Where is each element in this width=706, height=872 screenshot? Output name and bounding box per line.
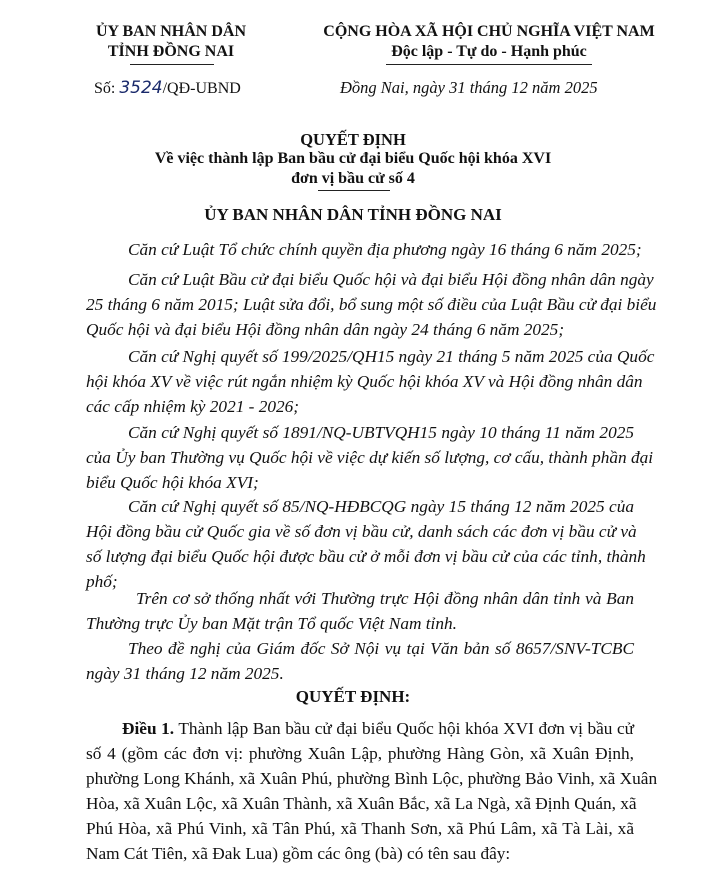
article-line: Nam Cát Tiên, xã Đak Lua) gồm các ông (bà) có tên sau đây: [86, 844, 511, 863]
preamble-line: Trên cơ sở thống nhất với Thường trực Hội đồng nhân dân tỉnh và Ban [136, 589, 634, 608]
preamble-line: Căn cứ Nghị quyết số 1891/NQ-UBTVQH15 ngày 10 tháng 11 năm 2025 [128, 423, 634, 442]
place-date: Đồng Nai, ngày 31 tháng 12 năm 2025 [340, 78, 598, 97]
preamble-line: Theo đề nghị của Giám đốc Sở Nội vụ tại Văn bản số 8657/SNV-TCBC [128, 639, 634, 658]
preamble-6 [86, 586, 634, 636]
preamble-7 [86, 636, 634, 686]
preamble-4 [86, 420, 654, 495]
national-motto [302, 22, 676, 62]
preamble-line: Căn cứ Nghị quyết số 199/2025/QH15 ngày 21 tháng 5 năm 2025 của Quốc [128, 347, 655, 366]
issuing-agency-line1: ỦY BAN NHÂN DÂN [95, 23, 247, 40]
preamble-line: của Ủy ban Thường vụ Quốc hội về việc dự kiến số lượng, cơ cấu, thành phần đại [86, 448, 654, 467]
article-text: Thành lập Ban bầu cử đại biểu Quốc hội khóa XVI đơn vị bầu cử [178, 719, 635, 738]
national-name: CỘNG HÒA XÃ HỘI CHỦ NGHĨA VIỆT NAM [323, 23, 655, 40]
preamble-line: Quốc hội và đại biểu Hội đồng nhân dân ngày 24 tháng 6 năm 2025; [86, 320, 565, 339]
issuing-agency-line2: TỈNH ĐỒNG NAI [107, 43, 235, 60]
preamble-line: số lượng đại biểu Quốc hội được bầu cử ở mỗi đơn vị bầu cử của các tỉnh, thành [86, 547, 646, 566]
preamble-line: ngày 31 tháng 12 năm 2025. [86, 664, 284, 683]
preamble-5 [86, 494, 646, 594]
preamble-line: Hội đồng bầu cử Quốc gia về số đơn vị bầu cử, danh sách các đơn vị bầu cử và [86, 522, 637, 541]
preamble-3 [86, 344, 655, 419]
number-suffix: /QĐ-UBND [162, 80, 241, 97]
article-line: số 4 (gồm các đơn vị: phường Xuân Lập, phường Hàng Gòn, xã Xuân Định, [86, 744, 634, 763]
subject-line1: Về việc thành lập Ban bầu cử đại biểu Quốc hội khóa XVI [154, 150, 552, 167]
article-line [86, 716, 634, 741]
preamble-line: Căn cứ Nghị quyết số 85/NQ-HĐBCQG ngày 15 tháng 12 năm 2025 của [128, 497, 634, 516]
preamble-line: hội khóa XV về việc rút ngắn nhiệm kỳ Quốc hội khóa XV và Hội đồng nhân dân [86, 372, 643, 391]
preamble-line: biểu Quốc hội khóa XVI; [86, 473, 259, 492]
preamble-2 [86, 267, 657, 342]
doc-type: QUYẾT ĐỊNH [300, 130, 406, 149]
article-label: Điều 1. [122, 719, 175, 738]
decision-heading: QUYẾT ĐỊNH: [295, 687, 411, 706]
article-1 [86, 716, 658, 866]
number-label: Số: [94, 80, 120, 97]
preamble-line: phố; [86, 572, 118, 591]
motto-underline [386, 64, 592, 65]
preamble-line: các cấp nhiệm kỳ 2021 - 2026; [86, 397, 300, 416]
motto: Độc lập - Tự do - Hạnh phúc [391, 43, 587, 60]
preamble-1 [86, 237, 642, 262]
preamble-line: 25 tháng 6 năm 2015; Luật sửa đổi, bổ sung một số điều của Luật Bầu cử đại biểu [86, 295, 657, 314]
article-line: phường Long Khánh, xã Xuân Phú, phường Bình Lộc, phường Bảo Vinh, xã Xuân [86, 769, 658, 788]
document-number [94, 78, 241, 98]
subject-line2: đơn vị bầu cử số 4 [291, 170, 415, 187]
preamble-line: Thường trực Ủy ban Mặt trận Tổ quốc Việt Nam tỉnh. [86, 614, 457, 633]
issuing-agency [86, 22, 256, 62]
handwritten-number: 3524 [119, 78, 163, 98]
article-line: Phú Hòa, xã Phú Vinh, xã Tân Phú, xã Thanh Sơn, xã Phú Lâm, xã Tà Lài, xã [86, 819, 634, 838]
preamble-line: Căn cứ Luật Bầu cử đại biểu Quốc hội và đại biểu Hội đồng nhân dân ngày [128, 270, 654, 289]
subject-underline [318, 190, 390, 191]
issuer-heading: ỦY BAN NHÂN DÂN TỈNH ĐỒNG NAI [204, 205, 502, 224]
article-line: Hòa, xã Xuân Lộc, xã Xuân Thành, xã Xuân Bắc, xã La Ngà, xã Định Quán, xã [86, 794, 637, 813]
issuing-agency-underline [130, 64, 214, 65]
preamble-line: Căn cứ Luật Tổ chức chính quyền địa phương ngày 16 tháng 6 năm 2025; [128, 240, 642, 259]
